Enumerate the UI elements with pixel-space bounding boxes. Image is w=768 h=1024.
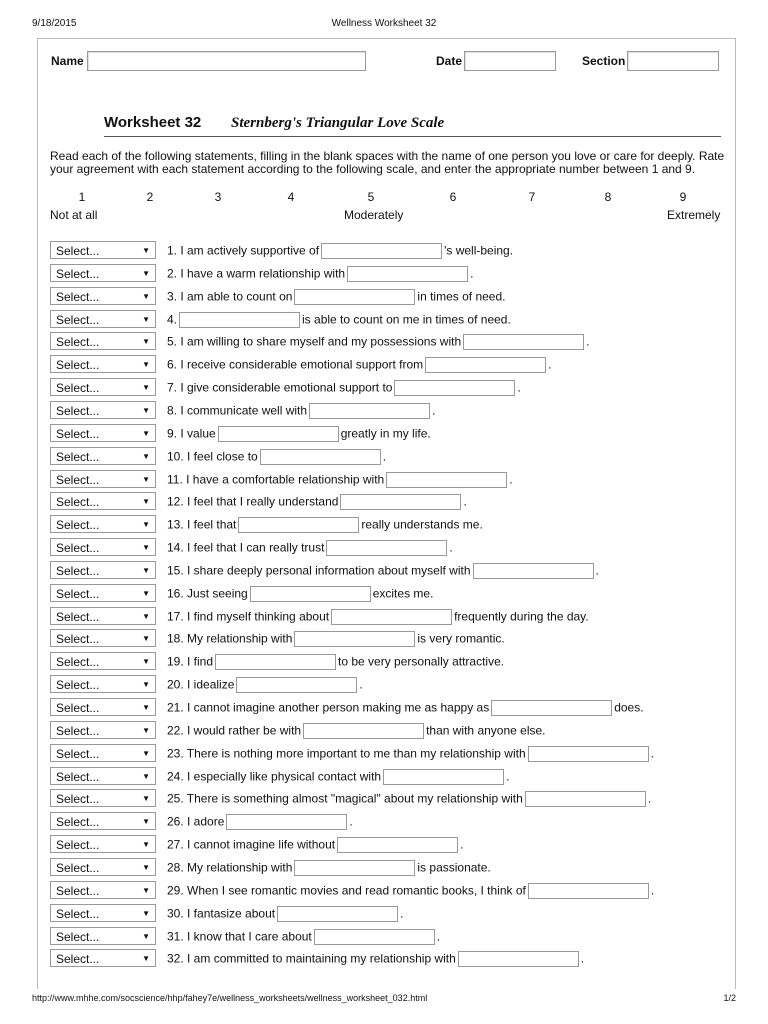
statement-text-after: . (460, 837, 464, 852)
rating-select[interactable] (50, 538, 156, 556)
statement-text-before: 27. I cannot imagine life without (167, 837, 336, 852)
rating-select-value: Select... (56, 655, 100, 669)
person-name-input[interactable] (314, 929, 435, 945)
person-name-input[interactable] (294, 860, 415, 876)
statement-text-after: . (650, 746, 654, 761)
rating-select-value: Select... (56, 290, 100, 304)
rating-select-value: Select... (56, 861, 100, 875)
statement-text-before: 5. I am willing to share myself and my possessions with (167, 334, 462, 349)
person-name-input[interactable] (326, 540, 447, 556)
dropdown-arrow-icon: ▼ (142, 794, 150, 803)
person-name-input[interactable] (226, 814, 347, 830)
rating-select[interactable] (50, 378, 156, 396)
statement-text (167, 767, 509, 786)
scale-low-label: Not at all (50, 208, 98, 222)
rating-select-value: Select... (56, 907, 100, 921)
rating-select[interactable] (50, 241, 156, 259)
statement-text (167, 561, 599, 580)
person-name-input[interactable] (331, 609, 452, 625)
print-page-number: 1/2 (723, 993, 736, 1003)
statement-text-after: greatly in my life. (340, 426, 431, 441)
rating-select[interactable] (50, 652, 156, 670)
statement-text (167, 310, 511, 329)
statement-text-before: 1. I am actively supportive of (167, 243, 320, 258)
statement-text (167, 881, 654, 900)
person-name-input[interactable] (260, 449, 381, 465)
statement-text-after: to be very personally attractive. (338, 654, 505, 669)
person-name-input[interactable] (528, 883, 649, 899)
statement-text (167, 287, 505, 306)
scale-mid-label: Moderately (344, 208, 404, 222)
statement-text-before: 14. I feel that I can really trust (167, 540, 325, 555)
dropdown-arrow-icon: ▼ (142, 749, 150, 758)
dropdown-arrow-icon: ▼ (142, 383, 150, 392)
statement-text-after: . (470, 266, 474, 281)
statement-text (167, 629, 505, 648)
person-name-input[interactable] (383, 769, 504, 785)
statement-text (167, 698, 644, 717)
statement-text-after: . (647, 791, 652, 806)
rating-select[interactable] (50, 835, 156, 853)
rating-select-value: Select... (56, 792, 100, 806)
statement-text-before: 6. I receive considerable emotional support from (167, 357, 424, 372)
dropdown-arrow-icon: ▼ (142, 840, 150, 849)
statement-text-after: is very romantic. (417, 631, 505, 646)
person-name-input[interactable] (277, 906, 398, 922)
rating-select-value: Select... (56, 564, 100, 578)
dropdown-arrow-icon: ▼ (142, 612, 150, 621)
statement-text-after: . (548, 357, 552, 372)
name-label: Name (51, 54, 84, 68)
person-name-input[interactable] (309, 403, 430, 419)
rating-select-value: Select... (56, 450, 100, 464)
rating-select-value: Select... (56, 678, 100, 692)
person-name-input[interactable] (179, 312, 300, 328)
statement-text-after: . (506, 769, 510, 784)
rating-select[interactable] (50, 744, 156, 762)
statement-text-before: 19. I find (167, 654, 214, 669)
person-name-input[interactable] (294, 289, 415, 305)
statement-text (167, 447, 386, 466)
statement-text-after: . (436, 929, 441, 944)
person-name-input[interactable] (491, 700, 612, 716)
statement-text-before: 29. When I see romantic movies and read romantic books, I think of (167, 883, 526, 898)
dropdown-arrow-icon: ▼ (142, 543, 150, 552)
statement-text (167, 355, 551, 374)
dropdown-arrow-icon: ▼ (142, 703, 150, 712)
rating-select[interactable] (50, 424, 156, 442)
dropdown-arrow-icon: ▼ (142, 406, 150, 415)
rating-select[interactable] (50, 355, 156, 373)
person-name-input[interactable] (473, 563, 594, 579)
statement-text-before: 13. I feel that (167, 517, 237, 532)
rating-select-value: Select... (56, 610, 100, 624)
statement-text (167, 401, 435, 420)
statement-text-before: 23. There is nothing more important to me than my relationship with (167, 746, 526, 761)
rating-select-value: Select... (56, 267, 100, 281)
scale-number: 6 (449, 190, 457, 204)
person-name-input[interactable] (337, 837, 458, 853)
statement-text (167, 675, 363, 694)
rating-select-value: Select... (56, 541, 100, 555)
dropdown-arrow-icon: ▼ (142, 863, 150, 872)
rating-select-value: Select... (56, 381, 100, 395)
rating-select-value: Select... (56, 701, 100, 715)
statement-text-after: in times of need. (417, 289, 506, 304)
rating-select-value: Select... (56, 724, 100, 738)
person-name-input[interactable] (238, 517, 359, 533)
dropdown-arrow-icon: ▼ (142, 909, 150, 918)
statement-text-after: . (449, 540, 453, 555)
rating-select[interactable] (50, 287, 156, 305)
statement-text (167, 332, 589, 351)
scale-number: 9 (679, 190, 687, 204)
person-name-input[interactable] (458, 951, 579, 967)
rating-select-value: Select... (56, 632, 100, 646)
statement-text (167, 744, 654, 763)
statement-text-after: is passionate. (417, 860, 491, 875)
statement-text (167, 584, 433, 603)
dropdown-arrow-icon: ▼ (142, 680, 150, 689)
dropdown-arrow-icon: ▼ (142, 954, 150, 963)
statement-text-before: 21. I cannot imagine another person making me as happy as (167, 700, 490, 715)
statement-text-before: 8. I communicate well with (167, 403, 308, 418)
rating-select-value: Select... (56, 358, 100, 372)
rating-select-value: Select... (56, 884, 100, 898)
rating-select[interactable] (50, 767, 156, 785)
statement-text (167, 264, 473, 283)
person-name-input[interactable] (303, 723, 424, 739)
statement-text-before: 24. I especially like physical contact with (167, 769, 382, 784)
statement-text-after: . (517, 380, 521, 395)
scale-number: 3 (214, 190, 222, 204)
print-date: 9/18/2015 (32, 18, 77, 29)
rating-select[interactable] (50, 561, 156, 579)
statement-text-after: . (586, 334, 590, 349)
dropdown-arrow-icon: ▼ (142, 772, 150, 781)
person-name-input[interactable] (525, 791, 646, 807)
rating-select[interactable] (50, 470, 156, 488)
statement-text-after: 's well-being. (444, 243, 514, 258)
statement-text-before: 15. I share deeply personal information about myself with (167, 563, 471, 578)
dropdown-arrow-icon: ▼ (142, 315, 150, 324)
date-input[interactable] (464, 51, 556, 71)
statement-text-before: 17. I find myself thinking about (167, 609, 330, 624)
worksheet-subtitle: Sternberg's Triangular Love Scale (231, 115, 445, 131)
statement-text (167, 424, 431, 443)
statement-text-before: 9. I value (167, 426, 216, 441)
statement-text (167, 812, 353, 831)
statement-text-before: 10. I feel close to (167, 449, 258, 464)
statement-text-before: 25. There is something almost "magical" about my relationship with (167, 791, 523, 806)
scale-number: 8 (604, 190, 612, 204)
dropdown-arrow-icon: ▼ (142, 246, 150, 255)
statement-text (167, 835, 463, 854)
statement-text-after: . (650, 883, 655, 898)
rating-select-value: Select... (56, 952, 100, 966)
dropdown-arrow-icon: ▼ (142, 520, 150, 529)
rating-select-value: Select... (56, 770, 100, 784)
print-header (32, 18, 736, 30)
dropdown-arrow-icon: ▼ (142, 475, 150, 484)
statement-text-before: 16. Just seeing (167, 586, 248, 601)
person-name-input[interactable] (463, 334, 584, 350)
rating-select[interactable] (50, 264, 156, 282)
statement-text-after: frequently during the day. (454, 609, 589, 624)
statement-text-after: than with anyone else. (426, 723, 546, 738)
dropdown-arrow-icon: ▼ (142, 726, 150, 735)
rating-select-value: Select... (56, 495, 100, 509)
dropdown-arrow-icon: ▼ (142, 566, 150, 575)
rating-select-value: Select... (56, 335, 100, 349)
rating-select[interactable] (50, 881, 156, 899)
scale-number: 5 (367, 190, 375, 204)
dropdown-arrow-icon: ▼ (142, 292, 150, 301)
person-name-input[interactable] (250, 586, 371, 602)
statement-text-before: 11. I have a comfortable relationship with (167, 472, 385, 487)
statement-text-after: . (595, 563, 599, 578)
statement-text-after: . (432, 403, 436, 418)
print-footer (32, 993, 736, 1005)
statement-text-before: 30. I fantasize about (167, 906, 276, 921)
statement-text (167, 607, 589, 626)
rating-select-value: Select... (56, 518, 100, 532)
rating-select[interactable] (50, 675, 156, 693)
rating-select[interactable] (50, 629, 156, 647)
person-name-input[interactable] (236, 677, 357, 693)
statement-text-after: . (359, 677, 363, 692)
person-name-input[interactable] (294, 631, 415, 647)
rating-select-value: Select... (56, 244, 100, 258)
rating-select[interactable] (50, 927, 156, 945)
statement-text-before: 12. I feel that I really understand (167, 494, 339, 509)
dropdown-arrow-icon: ▼ (142, 657, 150, 666)
statement-text-after: . (349, 814, 353, 829)
rating-select-value: Select... (56, 473, 100, 487)
section-input[interactable] (627, 51, 719, 71)
rating-select[interactable] (50, 447, 156, 465)
statement-text (167, 492, 467, 511)
statement-text (167, 904, 403, 923)
date-label: Date (436, 54, 463, 68)
title-rule (104, 136, 721, 137)
person-name-input[interactable] (425, 357, 546, 373)
statement-text (167, 789, 651, 808)
statement-text-before: 2. I have a warm relationship with (167, 266, 346, 281)
person-name-input[interactable] (218, 426, 339, 442)
statement-text-before: 26. I adore (167, 814, 225, 829)
dropdown-arrow-icon: ▼ (142, 497, 150, 506)
person-name-input[interactable] (394, 380, 515, 396)
scale-number: 1 (78, 190, 86, 204)
statement-text-before: 4. (167, 312, 178, 327)
dropdown-arrow-icon: ▼ (142, 360, 150, 369)
dropdown-arrow-icon: ▼ (142, 452, 150, 461)
statement-text-before: 7. I give considerable emotional support to (167, 380, 393, 395)
dropdown-arrow-icon: ▼ (142, 269, 150, 278)
statement-text-before: 18. My relationship with (167, 631, 293, 646)
worksheet-title: Worksheet 32 (104, 114, 202, 131)
rating-select-value: Select... (56, 838, 100, 852)
rating-select-value: Select... (56, 930, 100, 944)
statement-text-after: . (463, 494, 467, 509)
rating-select[interactable] (50, 698, 156, 716)
print-url: http://www.mhhe.com/socscience/hhp/fahey7e/wellness_worksheets/wellness_worksheet_032.html (32, 993, 428, 1003)
statement-text (167, 515, 483, 534)
person-name-input[interactable] (321, 243, 442, 259)
dropdown-arrow-icon: ▼ (142, 589, 150, 598)
person-name-input[interactable] (215, 654, 336, 670)
rating-select[interactable] (50, 584, 156, 602)
statement-text-after: . (580, 951, 585, 966)
section-label: Section (582, 54, 626, 68)
scale-high-label: Extremely (667, 208, 721, 222)
rating-select[interactable] (50, 904, 156, 922)
rating-select[interactable] (50, 492, 156, 510)
statement-text-before: 3. I am able to count on (167, 289, 293, 304)
statement-text (167, 949, 584, 968)
rating-select[interactable] (50, 789, 156, 807)
statement-text (167, 378, 521, 397)
rating-select-value: Select... (56, 815, 100, 829)
statement-text-after: . (382, 449, 387, 464)
rating-select[interactable] (50, 401, 156, 419)
statement-text-before: 20. I idealize (167, 677, 235, 692)
scale-number: 4 (287, 190, 295, 204)
dropdown-arrow-icon: ▼ (142, 337, 150, 346)
rating-select[interactable] (50, 858, 156, 876)
rating-select[interactable] (50, 607, 156, 625)
dropdown-arrow-icon: ▼ (142, 634, 150, 643)
statement-text-before: 32. I am committed to maintaining my relationship with (167, 951, 456, 966)
rating-select[interactable] (50, 721, 156, 739)
scale-number: 7 (528, 190, 536, 204)
statement-text-before: 28. My relationship with (167, 860, 293, 875)
dropdown-arrow-icon: ▼ (142, 429, 150, 438)
rating-select-value: Select... (56, 587, 100, 601)
person-name-input[interactable] (386, 472, 507, 488)
statement-text-before: 22. I would rather be with (167, 723, 302, 738)
scale-number: 2 (146, 190, 154, 204)
rating-select-value: Select... (56, 404, 100, 418)
statement-text-after: excites me. (372, 586, 434, 601)
dropdown-arrow-icon: ▼ (142, 817, 150, 826)
person-name-input[interactable] (347, 266, 468, 282)
rating-select[interactable] (50, 310, 156, 328)
print-title: Wellness Worksheet 32 (331, 18, 437, 29)
statement-text (167, 538, 453, 557)
rating-select-value: Select... (56, 313, 100, 327)
statement-text (167, 858, 491, 877)
statement-text-after: . (509, 472, 513, 487)
name-input[interactable] (87, 51, 366, 71)
statement-text (167, 241, 513, 260)
dropdown-arrow-icon: ▼ (142, 886, 150, 895)
rating-select[interactable] (50, 949, 156, 967)
person-name-input[interactable] (340, 494, 461, 510)
statement-text (167, 652, 504, 671)
rating-select[interactable] (50, 515, 156, 533)
statement-text-after: is able to count on me in times of need. (302, 312, 511, 327)
statement-text-after: really understands me. (361, 517, 483, 532)
statement-text (167, 721, 546, 740)
rating-select-value: Select... (56, 427, 100, 441)
rating-select[interactable] (50, 332, 156, 350)
rating-select-value: Select... (56, 747, 100, 761)
rating-select[interactable] (50, 812, 156, 830)
statement-text-before: 31. I know that I care about (167, 929, 312, 944)
dropdown-arrow-icon: ▼ (142, 932, 150, 941)
statement-text-after: . (400, 906, 404, 921)
instructions: Read each of the following statements, filling in the blank spaces with the name of one person you love or care for deeply. Rate your agreement with each statement according to the following scale, and enter the appropriate number between 1 and 9. (50, 149, 725, 176)
statement-text (167, 470, 513, 489)
person-name-input[interactable] (528, 746, 649, 762)
statement-text-after: does. (614, 700, 644, 715)
statement-text (167, 927, 440, 946)
